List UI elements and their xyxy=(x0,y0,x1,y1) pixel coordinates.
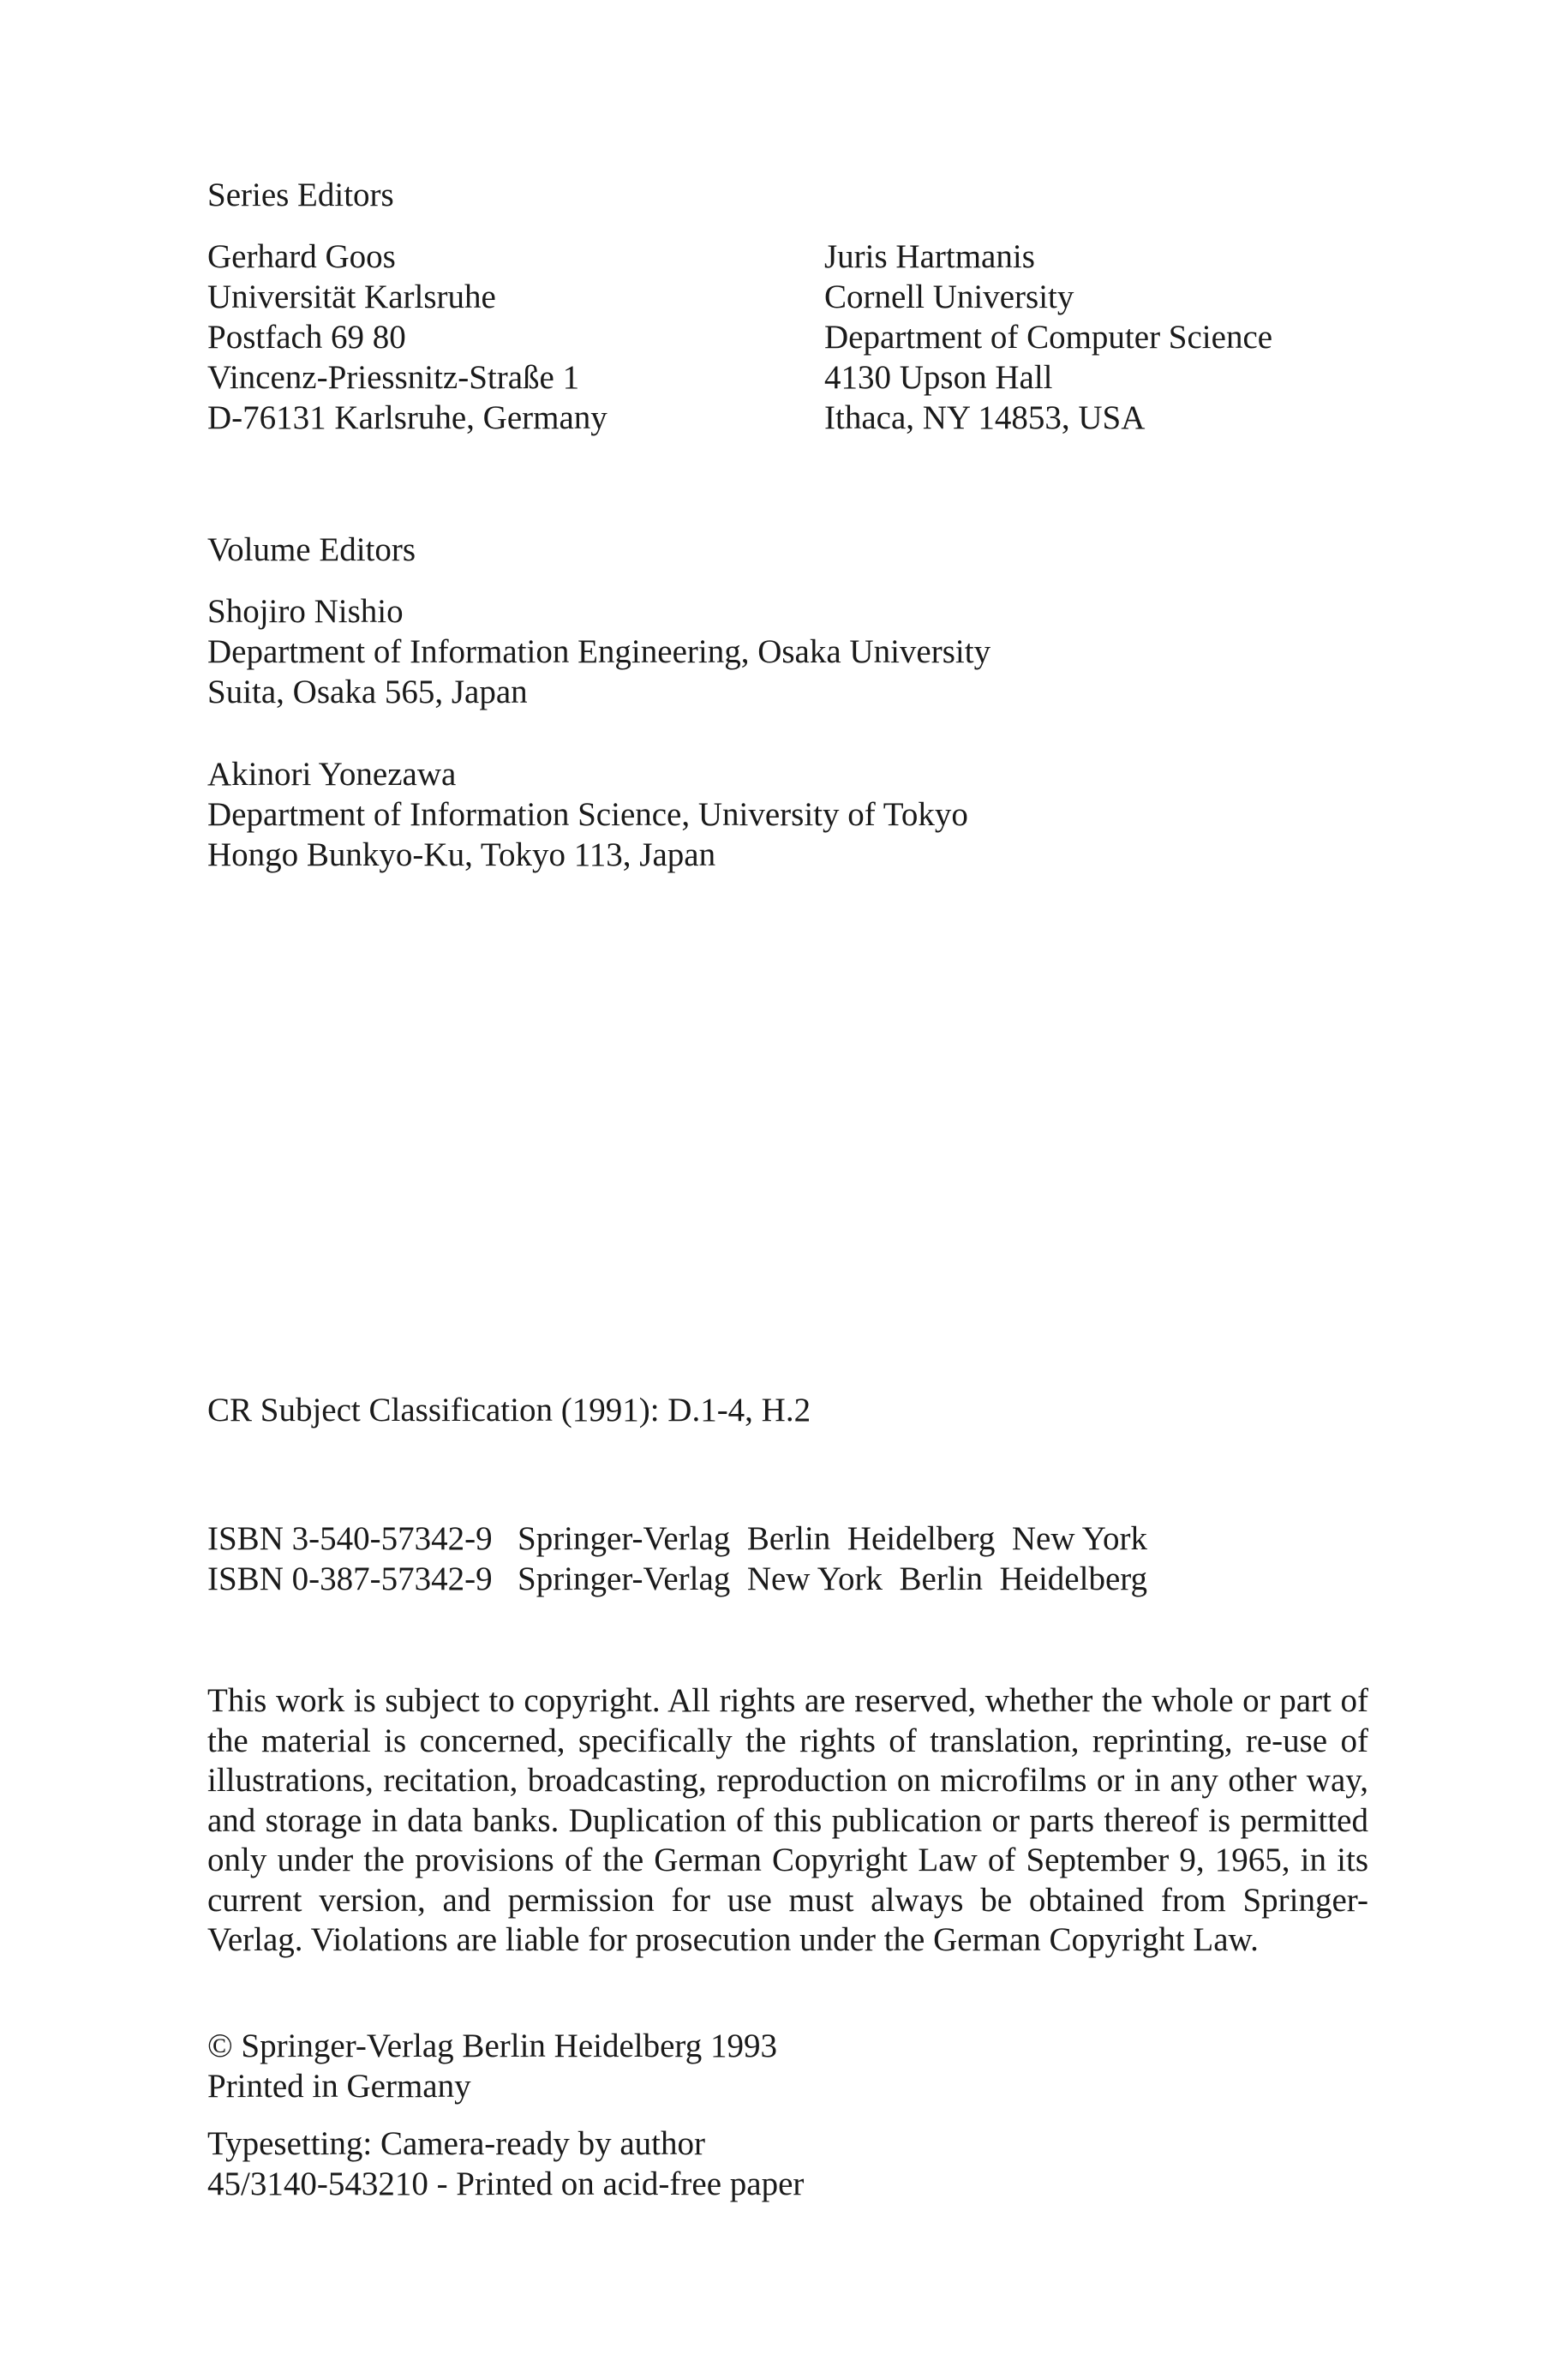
classification-section xyxy=(207,1390,811,1430)
copyright-holder: © Springer-Verlag Berlin Heidelberg 1993 xyxy=(207,2028,777,2064)
typesetting-section xyxy=(207,2123,804,2204)
isbn-number: ISBN 0-387-57342-9 xyxy=(207,1560,493,1597)
isbn-row xyxy=(207,1559,1147,1599)
editor-address-line: Suita, Osaka 565, Japan xyxy=(207,674,528,710)
editor-address-line: Department of Computer Science xyxy=(824,319,1273,356)
isbn-publisher: Springer-Verlag xyxy=(518,1560,731,1597)
copyright-notice-text: This work is subject to copyright. All rights are reserved, whether the whole or part of the material is concerned, specifically the rights of translation, reprinting, re-use of illustrations, recitation, broadcasting, reproduction on microfilms or in any other way, and storage in data banks. Duplication of this publication or parts thereof is permitted only under the provisions of the German Copyright Law of September 9, 1965, in its current version, and permission for use must always be obtained from Springer-Verlag. Violations are liable for prosecution under the German Copyright Law. xyxy=(207,1682,1368,1958)
volume-editors-section xyxy=(207,530,416,570)
editor-address-line: Postfach 69 80 xyxy=(207,319,406,356)
editor-address-line: Vincenz-Priessnitz-Straße 1 xyxy=(207,359,580,396)
editor-name: Shojiro Nishio xyxy=(207,593,404,630)
editor-address-line: Ithaca, NY 14853, USA xyxy=(824,399,1146,436)
typesetting-note: Typesetting: Camera-ready by author xyxy=(207,2125,705,2162)
editor-address-line: 4130 Upson Hall xyxy=(824,359,1053,396)
editor-affiliation: Department of Information Science, University of Tokyo xyxy=(207,796,968,833)
isbn-section xyxy=(207,1518,1147,1599)
editor-address-line: Hongo Bunkyo-Ku, Tokyo 113, Japan xyxy=(207,836,716,873)
series-editor-goos xyxy=(207,237,607,438)
editor-affiliation: Department of Information Engineering, Osaka University xyxy=(207,633,991,670)
editor-affiliation: Cornell University xyxy=(824,279,1074,315)
series-editor-hartmanis xyxy=(824,237,1272,438)
isbn-publisher: Springer-Verlag xyxy=(518,1520,731,1557)
copyright-notice-section xyxy=(207,1681,1368,1961)
isbn-number: ISBN 3-540-57342-9 xyxy=(207,1520,493,1557)
copyright-holder-section xyxy=(207,2026,777,2106)
series-editors-section xyxy=(207,175,394,215)
volume-editor-nishio xyxy=(207,591,990,712)
series-editors-heading: Series Editors xyxy=(207,177,394,213)
cr-subject-classification: CR Subject Classification (1991): D.1-4, H.2 xyxy=(207,1392,811,1429)
editor-affiliation: Universität Karlsruhe xyxy=(207,279,496,315)
editor-name: Gerhard Goos xyxy=(207,238,396,275)
isbn-row xyxy=(207,1518,1147,1559)
printed-in: Printed in Germany xyxy=(207,2068,471,2105)
volume-editors-heading: Volume Editors xyxy=(207,531,416,568)
isbn-cities: New York Berlin Heidelberg xyxy=(746,1560,1148,1597)
editor-address-line: D-76131 Karlsruhe, Germany xyxy=(207,399,607,436)
print-code: 45/3140-543210 - Printed on acid-free paper xyxy=(207,2165,805,2202)
isbn-cities: Berlin Heidelberg New York xyxy=(746,1520,1148,1557)
volume-editor-yonezawa xyxy=(207,754,968,875)
editor-name: Akinori Yonezawa xyxy=(207,756,457,793)
editor-name: Juris Hartmanis xyxy=(824,238,1035,275)
